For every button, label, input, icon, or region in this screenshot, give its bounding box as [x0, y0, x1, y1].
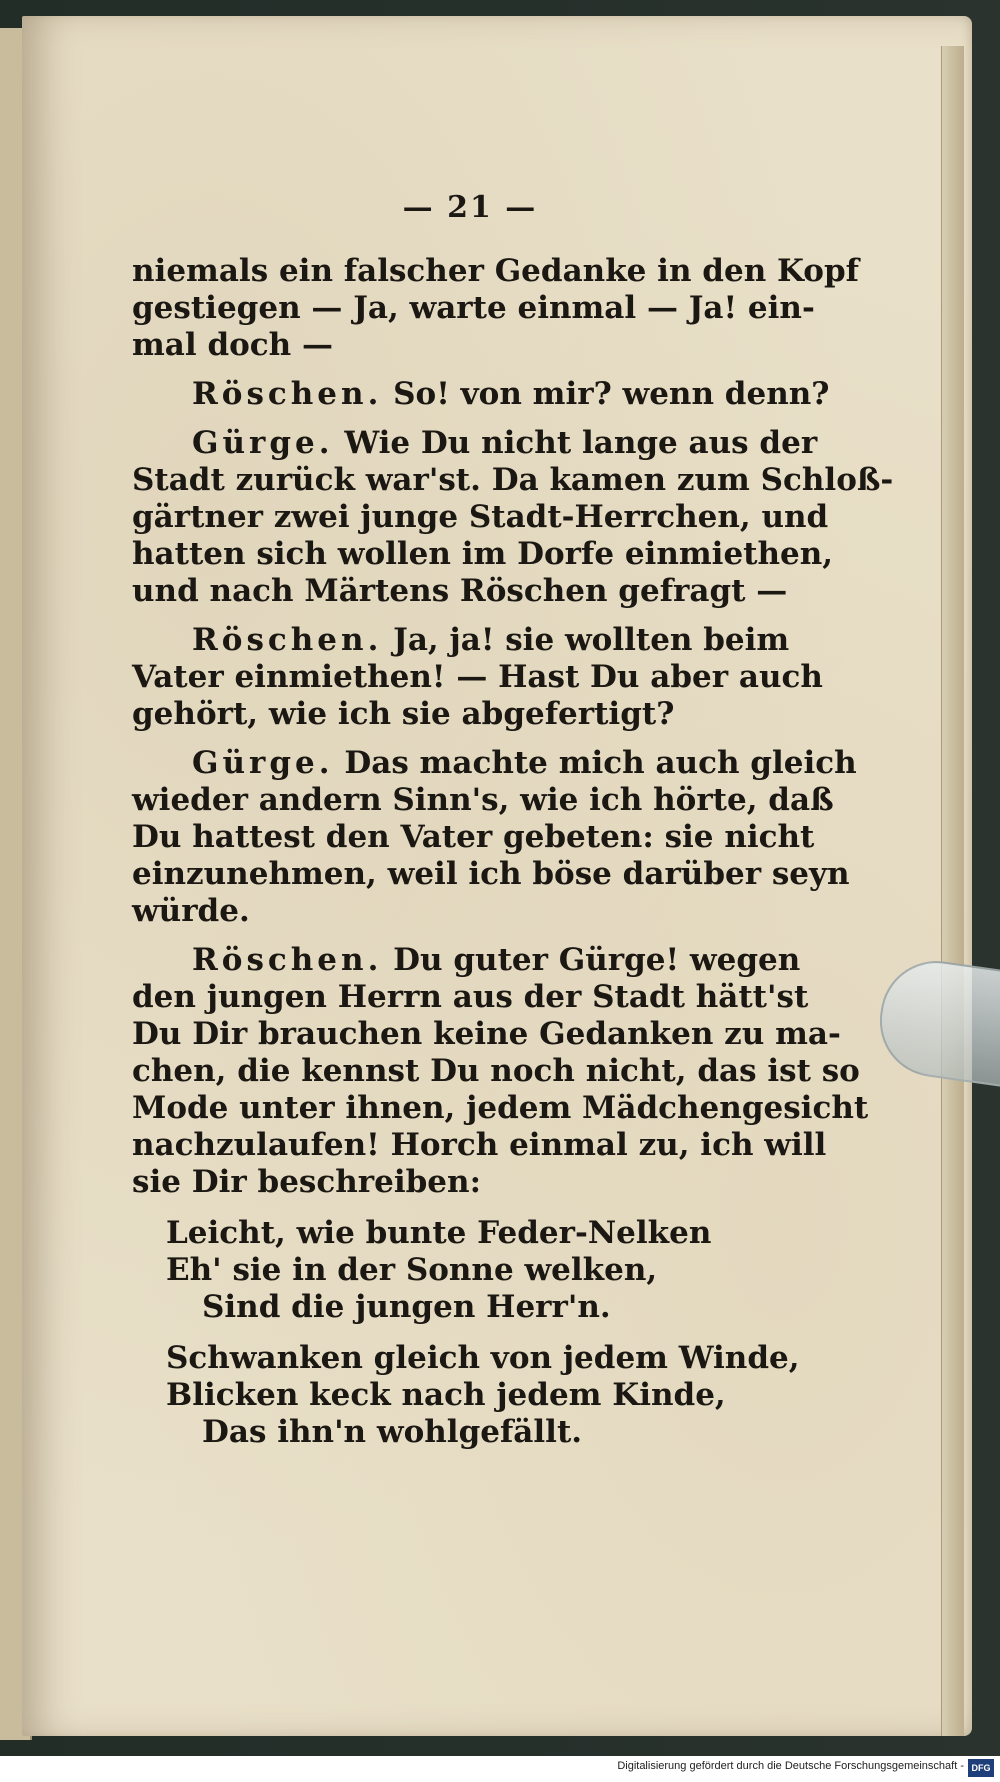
funding-credit: Digitalisierung gefördert durch die Deutsche Forschungsgemeinschaft -: [617, 1760, 964, 1772]
text-line: Mode unter ihnen, jedem Mädchengesicht: [132, 1090, 869, 1126]
text-line: niemals ein falscher Gedanke in den Kopf: [132, 253, 859, 289]
text-line: gestiegen — Ja, warte einmal — Ja! ein-: [132, 290, 815, 326]
verse-line: Schwanken gleich von jedem Winde,: [166, 1340, 800, 1376]
song-verse: [132, 1215, 808, 1451]
speech-text: Wie Du nicht lange aus der: [344, 425, 818, 461]
page-number: — 21 —: [402, 190, 538, 225]
text-line: und nach Märtens Röschen gefragt —: [132, 573, 788, 609]
text-line: einzunehmen, weil ich böse darüber seyn: [132, 856, 850, 892]
text-line: Du hattest den Vater gebeten: sie nicht: [132, 819, 815, 855]
text-line: hatten sich wollen im Dorfe einmiethen,: [132, 536, 834, 572]
text-line: [132, 425, 818, 462]
page-stack-edge: [941, 46, 964, 1736]
speech-text: So! von mir? wenn denn?: [393, 376, 830, 412]
speech-text: Du guter Gürge! wegen: [393, 942, 801, 978]
verse-line: Eh' sie in der Sonne welken,: [166, 1252, 658, 1288]
speaker-name: Röschen.: [192, 942, 383, 978]
stanza: [132, 1340, 808, 1451]
text-line: wieder andern Sinn's, wie ich hörte, daß: [132, 782, 834, 818]
speaker-name: Röschen.: [192, 622, 383, 658]
digitization-footer: [0, 1756, 1000, 1782]
dfg-logo: DFG: [968, 1759, 994, 1777]
speaker-name: Gürge.: [192, 425, 334, 461]
stanza: [132, 1215, 808, 1326]
speaker-name: Gürge.: [192, 745, 334, 781]
speech-text: Ja, ja! sie wollten beim: [393, 622, 790, 658]
text-line: Vater einmiethen! — Hast Du aber auch: [132, 659, 823, 695]
text-line: den jungen Herrn aus der Stadt hätt'st: [132, 979, 809, 1015]
speech-text: Das machte mich auch gleich: [344, 745, 857, 781]
text-line: Du Dir brauchen keine Gedanken zu ma-: [132, 1016, 841, 1052]
verse-line: Das ihn'n wohlgefällt.: [202, 1414, 583, 1450]
text-line: mal doch —: [132, 327, 334, 363]
text-line: sie Dir beschreiben:: [132, 1164, 482, 1200]
verse-line: Sind die jungen Herr'n.: [202, 1289, 611, 1325]
text-line: [132, 376, 830, 413]
verse-line: Leicht, wie bunte Feder-Nelken: [166, 1215, 712, 1251]
text-line: [132, 622, 808, 659]
paragraph-continuation: [132, 253, 859, 364]
dialogue-guerge: [132, 425, 894, 610]
dialogue-roeschen: [132, 942, 869, 1201]
text-line: Stadt zurück war'st. Da kamen zum Schloß-: [132, 462, 894, 498]
dialogue-roeschen: [132, 622, 823, 733]
dialogue-roeschen: [132, 376, 830, 413]
text-line: würde.: [132, 893, 250, 929]
text-line: nachzulaufen! Horch einmal zu, ich will: [132, 1127, 827, 1163]
page-content: [132, 190, 894, 1465]
speaker-name: Röschen.: [192, 376, 383, 412]
dialogue-guerge: [132, 745, 857, 930]
text-line: chen, die kennst Du noch nicht, das ist so: [132, 1053, 860, 1089]
text-line: gärtner zwei junge Stadt-Herrchen, und: [132, 499, 829, 535]
text-line: [132, 942, 808, 979]
text-line: [132, 745, 857, 782]
verse-line: Blicken keck nach jedem Kinde,: [166, 1377, 726, 1413]
text-line: gehört, wie ich sie abgefertigt?: [132, 696, 675, 732]
